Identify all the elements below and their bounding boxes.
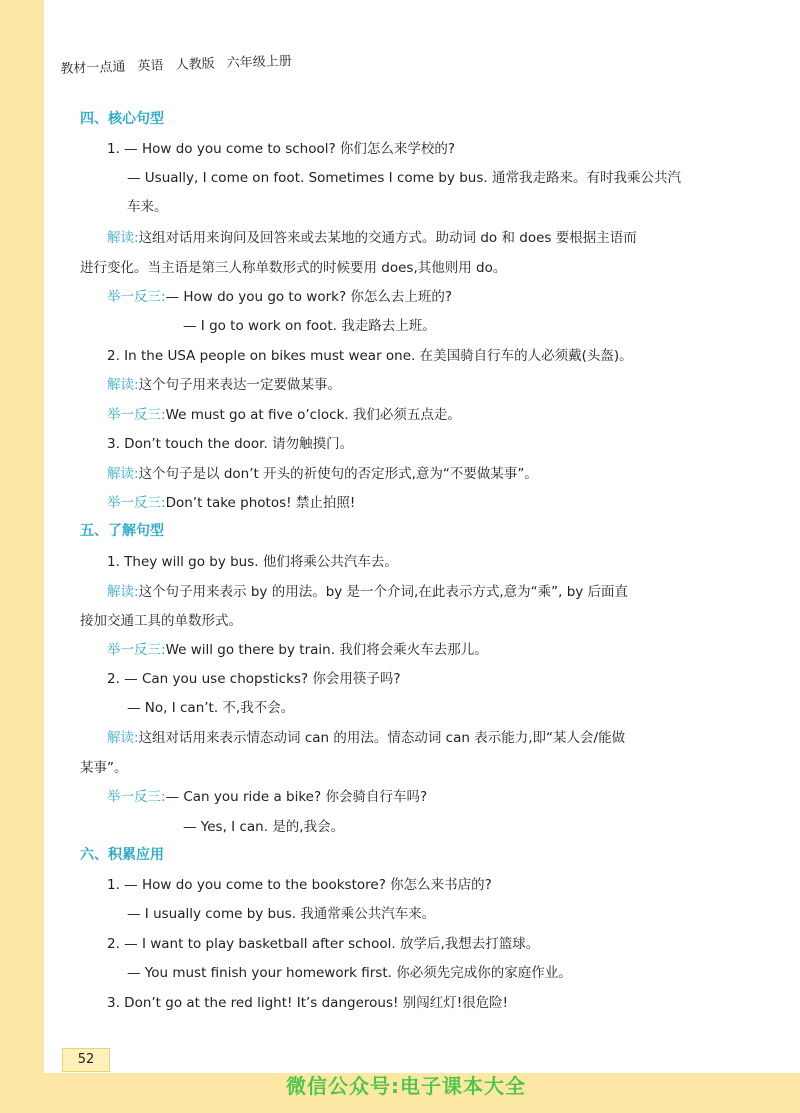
line-text: 这个句子是以 don’t 开头的祈使句的否定形式,意为“不要做某事”。: [138, 466, 538, 482]
header-edition: 人教版: [175, 56, 215, 73]
example-label: 举一反三:: [107, 642, 166, 658]
line-text: 1. — How do you come to the bookstore? 你怎么来书店的?: [107, 877, 492, 893]
text-line: [80, 256, 506, 276]
example-label: 举一反三:: [107, 495, 166, 511]
text-line: [183, 815, 344, 835]
header-grade: 六年级上册: [226, 53, 293, 72]
text-line: [127, 195, 168, 215]
line-text: 3. Don’t touch the door. 请勿触摸门。: [107, 436, 354, 452]
text-line: [107, 432, 353, 452]
line-text: 这组对话用来询问及回答来或去某地的交通方式。助动词 do 和 does 要根据主语而: [138, 230, 637, 246]
section-heading: [80, 108, 164, 128]
text-line: [127, 166, 681, 186]
text-line: [107, 873, 492, 893]
section-heading: [80, 844, 164, 864]
text-line: [107, 285, 452, 305]
text-line: [127, 902, 435, 922]
line-text: 3. Don’t go at the red light! It’s dangerous! 别闯红灯!很危险!: [107, 995, 509, 1011]
text-line: [183, 314, 436, 334]
text-line: [107, 726, 625, 746]
text-line: [107, 462, 538, 482]
line-text: — No, I can’t. 不,我不会。: [127, 700, 295, 716]
example-label: 举一反三:: [107, 289, 166, 305]
note-label: 解读:: [107, 584, 139, 600]
line-text: — How do you go to work? 你怎么去上班的?: [165, 289, 453, 305]
text-line: [80, 609, 242, 629]
text-line: [107, 344, 633, 364]
line-text: 这个句子用来表示 by 的用法。by 是一个介词,在此表示方式,意为“乘”, by 后面直: [138, 584, 629, 600]
text-line: [127, 696, 294, 716]
note-label: 解读:: [107, 730, 139, 746]
text-line: [107, 785, 427, 805]
line-text: — Usually, I come on foot. Sometimes I come by bus. 通常我走路来。有时我乘公共汽: [127, 170, 681, 186]
line-text: 车来。: [127, 199, 168, 215]
text-line: [107, 373, 341, 393]
line-text: — I usually come by bus. 我通常乘公共汽车来。: [127, 906, 436, 922]
header-subject: 英语: [137, 58, 164, 75]
text-line: [107, 667, 401, 687]
note-label: 解读:: [107, 377, 139, 393]
line-text: — You must finish your homework first. 你必须先完成你的家庭作业。: [127, 965, 572, 981]
text-line: [107, 403, 461, 423]
line-text: We must go at five o’clock. 我们必须五点走。: [165, 407, 461, 423]
page-number: 52: [62, 1048, 110, 1072]
text-line: [107, 991, 508, 1011]
example-label: 举一反三:: [107, 789, 166, 805]
text-line: [107, 137, 455, 157]
text-line: [107, 491, 355, 511]
text-line: [107, 226, 637, 246]
line-text: Don’t take photos! 禁止拍照!: [165, 495, 356, 511]
line-text: 进行变化。当主语是第三人称单数形式的时候要用 does,其他则用 do。: [80, 260, 507, 276]
line-text: 1. — How do you come to school? 你们怎么来学校的?: [107, 141, 456, 157]
text-line: [107, 550, 398, 570]
text-line: [107, 932, 539, 952]
text-line: [107, 580, 628, 600]
line-text: 这个句子用来表达一定要做某事。: [138, 377, 342, 393]
header-book: 教材一点通: [60, 59, 126, 77]
line-text: 1. They will go by bus. 他们将乘公共汽车去。: [107, 554, 398, 570]
line-text: — Can you ride a bike? 你会骑自行车吗?: [165, 789, 428, 805]
line-text: 2. In the USA people on bikes must wear one. 在美国骑自行车的人必须戴(头盔)。: [107, 348, 633, 364]
text-line: [127, 961, 572, 981]
line-text: 这组对话用来表示情态动词 can 的用法。情态动词 can 表示能力,即“某人会/能做: [138, 730, 626, 746]
example-label: 举一反三:: [107, 407, 166, 423]
section-heading: [80, 520, 164, 540]
line-text: 2. — I want to play basketball after school. 放学后,我想去打篮球。: [107, 936, 540, 952]
line-text: 五、了解句型: [80, 523, 164, 539]
note-label: 解读:: [107, 466, 139, 482]
note-label: 解读:: [107, 230, 139, 246]
line-text: We will go there by train. 我们将会乘火车去那儿。: [165, 642, 488, 658]
line-text: 六、积累应用: [80, 847, 164, 863]
line-text: 2. — Can you use chopsticks? 你会用筷子吗?: [107, 671, 401, 687]
line-text: 某事”。: [80, 760, 128, 776]
line-text: 四、核心句型: [80, 111, 164, 127]
line-text: — Yes, I can. 是的,我会。: [183, 819, 345, 835]
text-line: [107, 638, 488, 658]
line-text: 接加交通工具的单数形式。: [80, 613, 242, 629]
line-text: — I go to work on foot. 我走路去上班。: [183, 318, 436, 334]
text-line: [80, 756, 128, 776]
watermark: 微信公众号:电子课本大全: [286, 1074, 526, 1098]
